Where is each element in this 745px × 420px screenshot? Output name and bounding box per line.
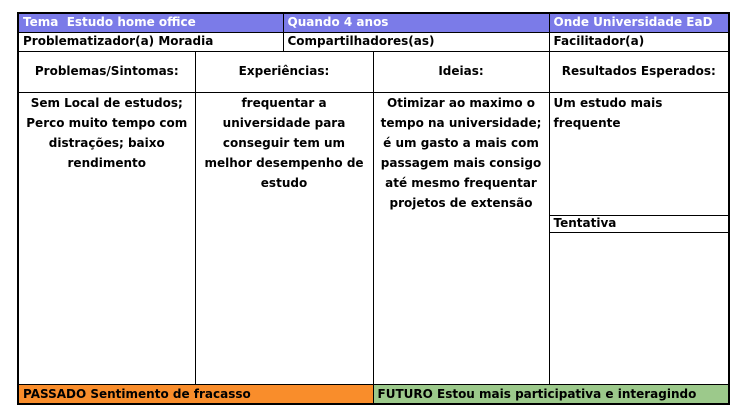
column-headers-row: [18, 51, 729, 92]
resultados-body-cell-2: Tentativa: [549, 215, 729, 232]
footer-row: [18, 384, 729, 404]
passado-cell: PASSADO Sentimento de fracasso: [18, 384, 373, 404]
onde-cell: Onde Universidade EaD: [549, 13, 729, 32]
body-row: [18, 92, 729, 215]
header-resultados: Resultados Esperados:: [549, 51, 729, 92]
problemas-body-cell: Sem Local de estudos; Perco muito tempo com distrações; baixo rendimento: [18, 92, 195, 384]
facilitador-cell: Facilitador(a): [549, 32, 729, 51]
futuro-cell: FUTURO Estou mais participativa e interagindo: [373, 384, 729, 404]
header-ideias: Ideias:: [373, 51, 549, 92]
roles-row: [18, 32, 729, 51]
resultados-body-cell-3: [549, 232, 729, 384]
quando-cell: Quando 4 anos: [283, 13, 549, 32]
header-problemas: Problemas/Sintomas:: [18, 51, 195, 92]
header-experiencias: Experiências:: [195, 51, 373, 92]
compartilhadores-cell: Compartilhadores(as): [283, 32, 549, 51]
problematizador-cell: Problematizador(a) Moradia: [18, 32, 283, 51]
ideias-body-cell: Otimizar ao maximo o tempo na universidade; é um gasto a mais com passagem mais consigo até mesmo frequentar projetos de extensão: [373, 92, 549, 384]
resultados-body-cell-1: Um estudo mais frequente: [549, 92, 729, 215]
tema-cell: Tema Estudo home office: [18, 13, 283, 32]
meta-row: [18, 13, 729, 32]
canvas-table: [17, 12, 730, 405]
experiencias-body-cell: frequentar a universidade para conseguir tem um melhor desempenho de estudo: [195, 92, 373, 384]
